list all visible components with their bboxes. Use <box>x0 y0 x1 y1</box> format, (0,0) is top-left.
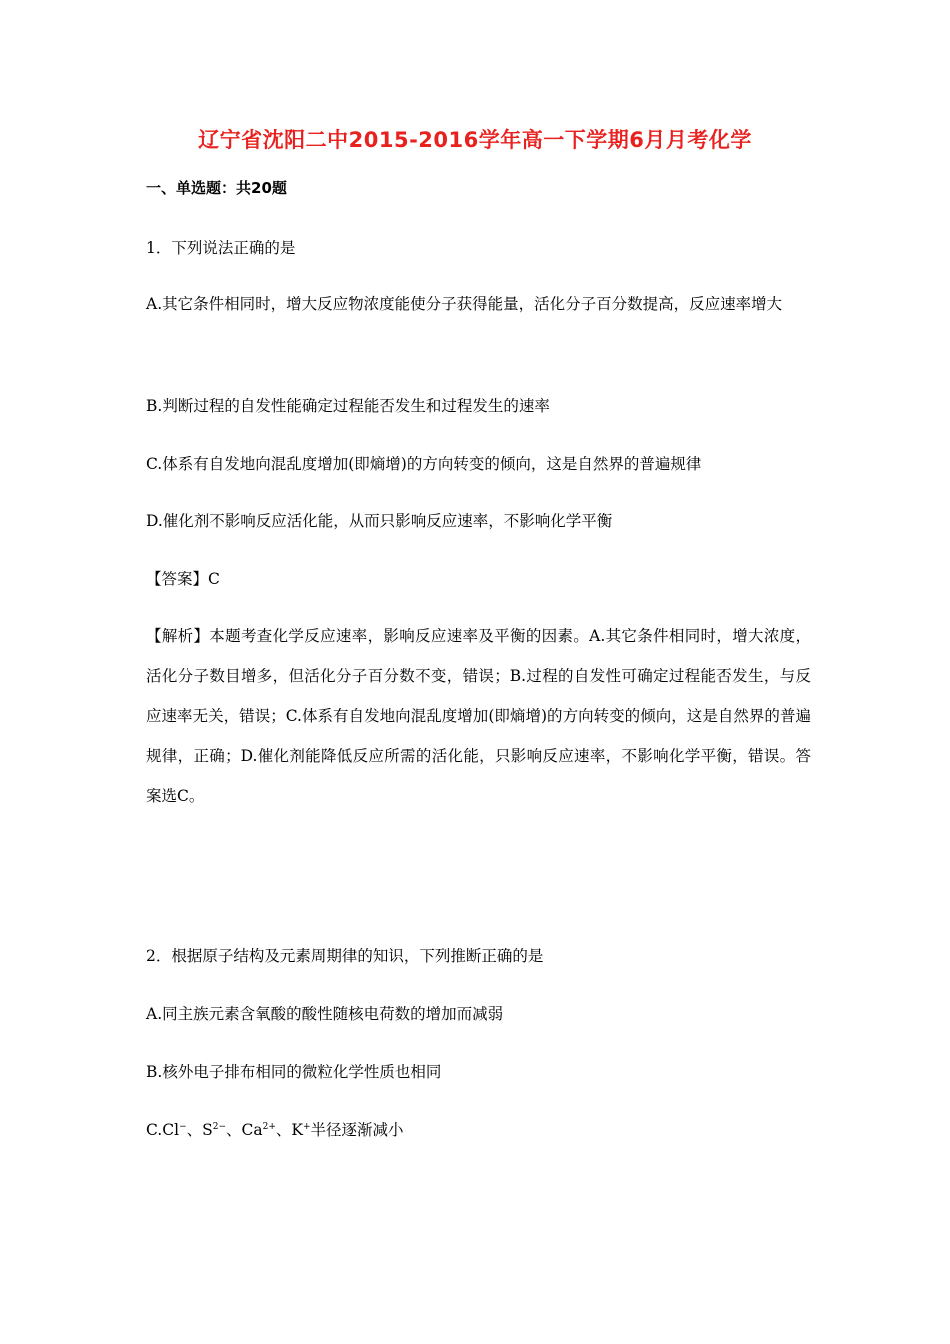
document-title: 辽宁省沈阳二中2015-2016学年高一下学期6月月考化学 <box>198 128 752 152</box>
section-heading: 一、单选题：共20题 <box>146 179 287 197</box>
question-1-option-a: A.其它条件相同时，增大反应物浓度能使分子获得能量，活化分子百分数提高，反应速率增大 <box>146 295 783 313</box>
question-2-option-c <box>146 1118 404 1140</box>
question-1-option-b: B.判断过程的自发性能确定过程能否发生和过程发生的速率 <box>146 397 550 415</box>
k-ion-charge: + <box>303 1121 311 1132</box>
question-2-stem: 2．根据原子结构及元素周期律的知识，下列推断正确的是 <box>146 947 544 965</box>
option-c-sep-2: 、Ca <box>226 1121 263 1139</box>
question-1-option-c: C.体系有自发地向混乱度增加(即熵增)的方向转变的倾向，这是自然界的普遍规律 <box>146 455 702 473</box>
ca-ion-charge: 2+ <box>262 1121 276 1132</box>
s-ion-charge: 2− <box>212 1121 227 1132</box>
option-c-suffix: 半径逐渐减小 <box>310 1121 404 1139</box>
question-1-stem: 1．下列说法正确的是 <box>146 239 296 257</box>
question-2-option-b: B.核外电子排布相同的微粒化学性质也相同 <box>146 1063 442 1081</box>
option-c-sep-1: 、S <box>186 1121 213 1139</box>
cl-ion-charge: − <box>179 1121 187 1132</box>
question-1-analysis: 【解析】本题考查化学反应速率，影响反应速率及平衡的因素。A.其它条件相同时，增大浓度，活化分子数目增多，但活化分子百分数不变，错误；B.过程的自发性可确定过程能否发生，与反应速率无关，错误；C.体系有自发地向混乱度增加(即熵增)的方向转变的倾向，这是自然界的普遍规律，正确；D.催化剂能降低反应所需的活化能，只影响反应速率，不影响化学平衡，错误。答案选C。 <box>146 627 811 805</box>
question-2-option-a: A.同主族元素含氧酸的酸性随核电荷数的增加而减弱 <box>146 1005 504 1023</box>
option-c-prefix: C.Cl <box>146 1121 180 1139</box>
question-1-answer: 【答案】C <box>146 570 220 588</box>
question-1-option-d: D.催化剂不影响反应活化能，从而只影响反应速率，不影响化学平衡 <box>146 512 613 530</box>
option-c-sep-3: 、K <box>275 1121 303 1139</box>
